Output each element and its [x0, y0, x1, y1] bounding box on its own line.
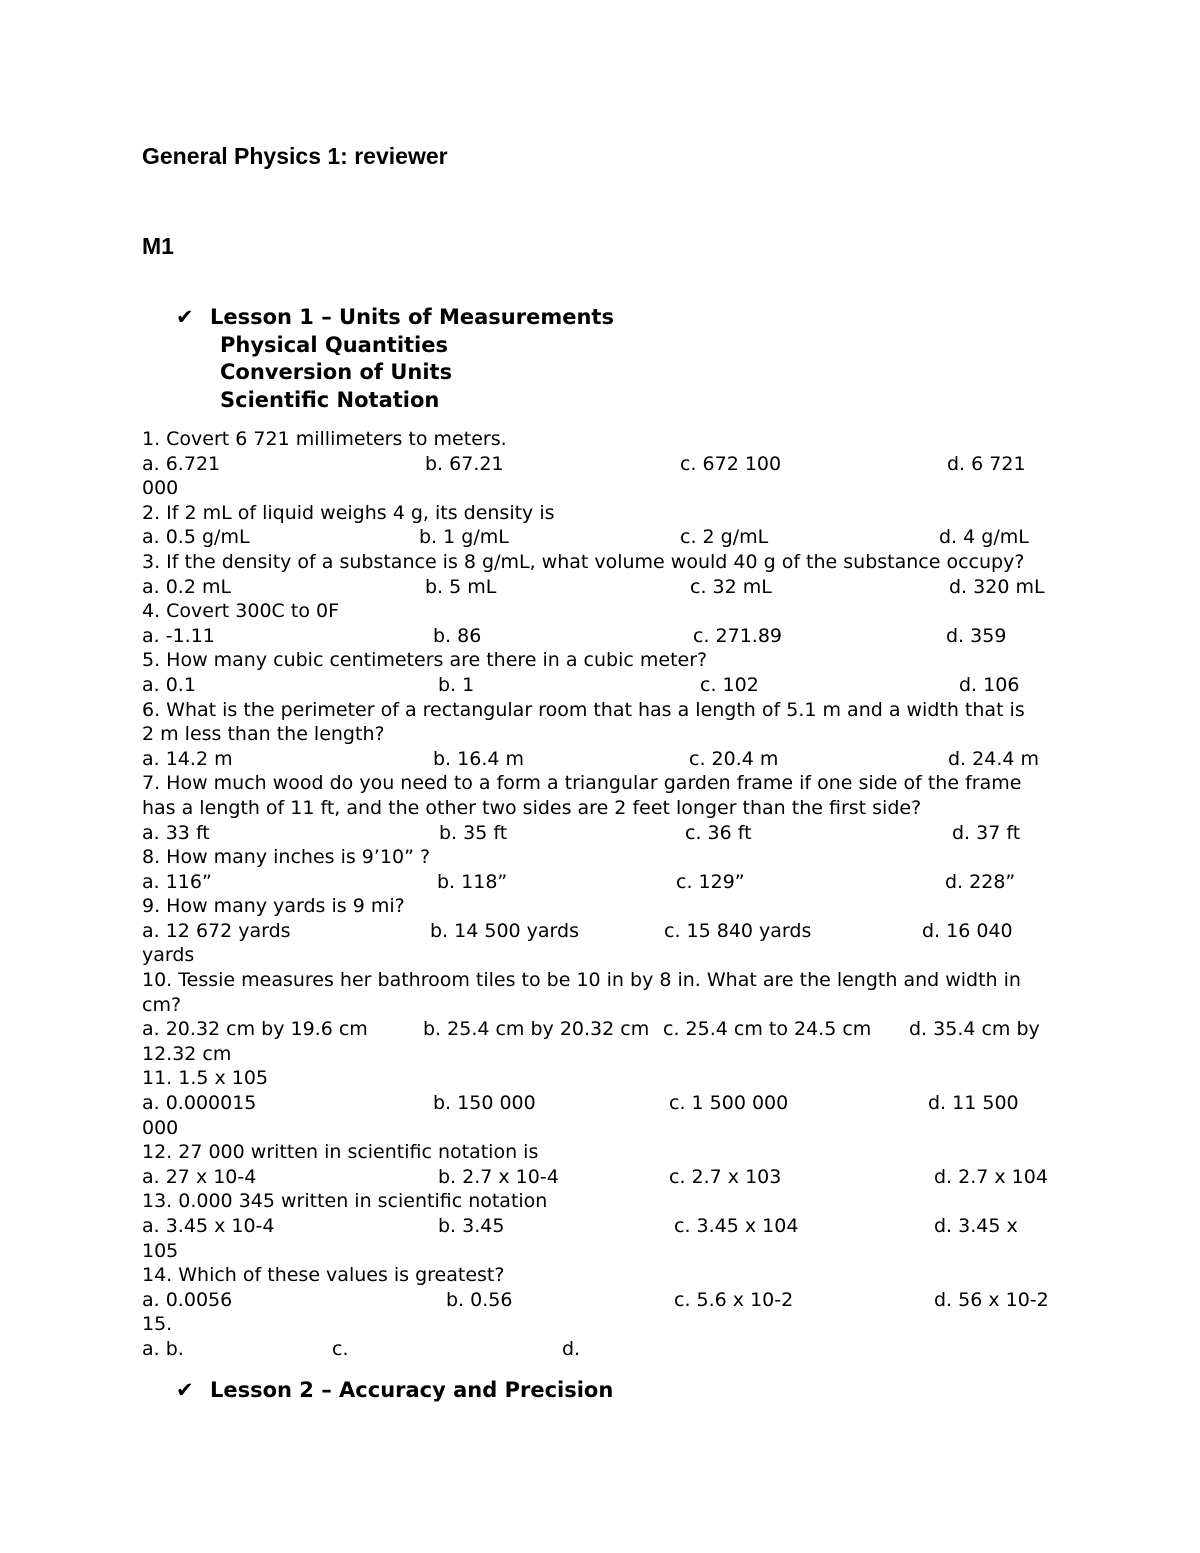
question-11 — [142, 1066, 1062, 1140]
option-d: d. 56 x 10-2 — [934, 1288, 1049, 1311]
question-text: 4. Covert 300C to 0F — [142, 600, 339, 623]
question-text: 11. 1.5 x 105 — [142, 1067, 269, 1090]
option-continuation: 12.32 cm — [142, 1042, 232, 1065]
answer-options — [142, 919, 1062, 944]
lesson-1-block — [176, 304, 614, 414]
answer-options — [142, 870, 1062, 895]
option-c: c. 102 — [700, 673, 759, 696]
lesson-2-heading: Lesson 2 – Accuracy and Precision — [210, 1378, 614, 1402]
question-text: cm? — [142, 993, 182, 1016]
option-c: c. 1 500 000 — [669, 1092, 789, 1115]
option-d: d. 4 g/mL — [939, 526, 1029, 549]
question-1 — [142, 427, 1062, 501]
question-4 — [142, 599, 1062, 648]
option-b: b. 118” — [437, 870, 508, 893]
subtopic-physical-quantities: Physical Quantities — [220, 332, 448, 357]
option-c: c. 20.4 m — [689, 747, 779, 770]
option-b: b. 16.4 m — [433, 747, 524, 770]
answer-options — [142, 1337, 1062, 1362]
option-c: c. 36 ft — [685, 821, 752, 844]
answer-options — [142, 1288, 1062, 1313]
answer-options — [142, 525, 1062, 550]
answer-options — [142, 1165, 1062, 1190]
document-title: General Physics 1: reviewer — [142, 143, 448, 169]
option-a: a. 3.45 x 10-4 — [142, 1215, 275, 1237]
question-12 — [142, 1140, 1062, 1189]
question-9 — [142, 894, 1062, 968]
lesson-2-heading-line — [176, 1377, 613, 1405]
question-text: 2. If 2 mL of liquid weighs 4 g, its density is — [142, 501, 555, 524]
option-a: a. 0.000015 — [142, 1092, 257, 1115]
option-c: c. 3.45 x 104 — [674, 1215, 799, 1237]
option-a: a. 14.2 m — [142, 747, 233, 770]
question-text: 3. If the density of a substance is 8 g/mL, what volume would 40 g of the substance occupy? — [142, 550, 1025, 573]
option-d: d. — [562, 1337, 581, 1360]
question-10 — [142, 968, 1062, 1066]
question-text: 14. Which of these values is greatest? — [142, 1264, 505, 1287]
option-c: c. 2.7 x 103 — [669, 1165, 782, 1188]
option-b: b. 3.45 — [438, 1215, 505, 1237]
option-d: d. 35.4 cm by — [909, 1018, 1040, 1041]
question-text: 2 m less than the length? — [142, 723, 385, 746]
option-b: b. 14 500 yards — [430, 919, 579, 942]
question-text: 7. How much wood do you need to a form a triangular garden frame if one side of the frame — [142, 772, 1022, 795]
option-a: a. 6.721 — [142, 452, 221, 475]
answer-options — [142, 673, 1062, 698]
lesson-1-heading: Lesson 1 – Units of Measurements — [210, 305, 614, 329]
option-d: d. 228” — [945, 870, 1016, 893]
answer-options — [142, 1017, 1062, 1042]
question-text: 15. — [142, 1313, 173, 1336]
answer-options — [142, 821, 1062, 846]
checkmark-icon: ✔ — [176, 1378, 194, 1402]
option-b: b. 35 ft — [439, 821, 508, 844]
subtopic-scientific-notation: Scientific Notation — [220, 387, 440, 412]
option-a: a. 27 x 10-4 — [142, 1165, 257, 1188]
question-6 — [142, 698, 1062, 772]
option-b: b. 1 g/mL — [419, 526, 509, 549]
question-7 — [142, 771, 1062, 845]
option-d: d. 3.45 x — [934, 1215, 1018, 1237]
option-a: a. 33 ft — [142, 821, 210, 844]
option-b: b. 0.56 — [446, 1288, 513, 1311]
option-continuation: 000 — [142, 1116, 179, 1139]
question-3 — [142, 550, 1062, 599]
answer-options — [142, 452, 1062, 477]
option-d: d. 6 721 — [947, 452, 1026, 475]
module-label: M1 — [142, 233, 174, 259]
question-text: 8. How many inches is 9’10” ? — [142, 846, 431, 869]
option-d: d. 106 — [959, 673, 1020, 696]
option-c: c. 15 840 yards — [664, 919, 812, 942]
option-c: c. 271.89 — [693, 624, 783, 647]
option-d: d. 11 500 — [928, 1092, 1019, 1115]
option-c: c. 672 100 — [680, 452, 782, 475]
lesson-1-heading-line — [176, 304, 614, 332]
option-a: a. 20.32 cm by 19.6 cm — [142, 1018, 368, 1041]
option-c: c. 5.6 x 10-2 — [674, 1288, 794, 1311]
option-a: a. 12 672 yards — [142, 919, 291, 942]
answer-options — [142, 575, 1062, 600]
question-15 — [142, 1312, 1062, 1361]
option-b: b. 86 — [433, 624, 482, 647]
question-2 — [142, 501, 1062, 550]
option-d: d. 2.7 x 104 — [934, 1165, 1048, 1188]
option-d: d. 16 040 — [922, 919, 1013, 942]
option-a: a. -1.11 — [142, 624, 215, 647]
checkmark-icon: ✔ — [176, 305, 194, 329]
option-c: c. — [332, 1337, 349, 1360]
option-c: c. 25.4 cm to 24.5 cm — [663, 1018, 872, 1041]
question-text: 9. How many yards is 9 mi? — [142, 895, 405, 918]
option-b: b. 1 — [438, 673, 475, 696]
option-d: d. 359 — [946, 624, 1007, 647]
option-b: b. 5 mL — [425, 575, 497, 598]
question-text: 10. Tessie measures her bathroom tiles to be 10 in by 8 in. What are the length and width in — [142, 969, 1021, 992]
option-b: b. 67.21 — [425, 452, 504, 475]
option-c: c. 32 mL — [690, 575, 772, 598]
question-list — [142, 427, 1062, 1362]
question-text: 6. What is the perimeter of a rectangular room that has a length of 5.1 m and a width that is — [142, 698, 1025, 721]
answer-options — [142, 747, 1062, 772]
question-text: has a length of 11 ft, and the other two sides are 2 feet longer than the first side? — [142, 796, 922, 819]
question-8 — [142, 845, 1062, 894]
option-d: d. 37 ft — [952, 821, 1021, 844]
option-b: b. 150 000 — [433, 1092, 536, 1115]
option-d: d. 24.4 m — [948, 747, 1039, 770]
option-c: c. 129” — [676, 870, 745, 893]
question-14 — [142, 1263, 1062, 1312]
option-a: a. 0.5 g/mL — [142, 526, 250, 549]
answer-options — [142, 1091, 1062, 1116]
answer-options — [142, 624, 1062, 649]
subtopic-conversion-of-units: Conversion of Units — [220, 360, 453, 384]
option-a: a. b. — [142, 1337, 184, 1360]
option-c: c. 2 g/mL — [680, 526, 769, 549]
option-b: b. 2.7 x 10-4 — [438, 1165, 559, 1188]
option-a: a. 0.1 — [142, 673, 196, 696]
question-text: 13. 0.000 345 written in scientific notation — [142, 1190, 548, 1213]
question-text: 5. How many cubic centimeters are there in a cubic meter? — [142, 649, 708, 672]
option-a: a. 116” — [142, 870, 212, 893]
question-text: 1. Covert 6 721 millimeters to meters. — [142, 428, 507, 450]
option-d: d. 320 mL — [949, 575, 1045, 598]
option-continuation: 000 — [142, 477, 179, 500]
question-text: 12. 27 000 written in scientific notation is — [142, 1141, 539, 1164]
option-b: b. 25.4 cm by 20.32 cm — [423, 1018, 650, 1041]
option-a: a. 0.0056 — [142, 1288, 233, 1311]
option-continuation: 105 — [142, 1239, 179, 1262]
answer-options — [142, 1214, 1062, 1239]
question-5 — [142, 648, 1062, 697]
question-13 — [142, 1189, 1062, 1263]
option-continuation: yards — [142, 944, 195, 967]
option-a: a. 0.2 mL — [142, 575, 232, 598]
